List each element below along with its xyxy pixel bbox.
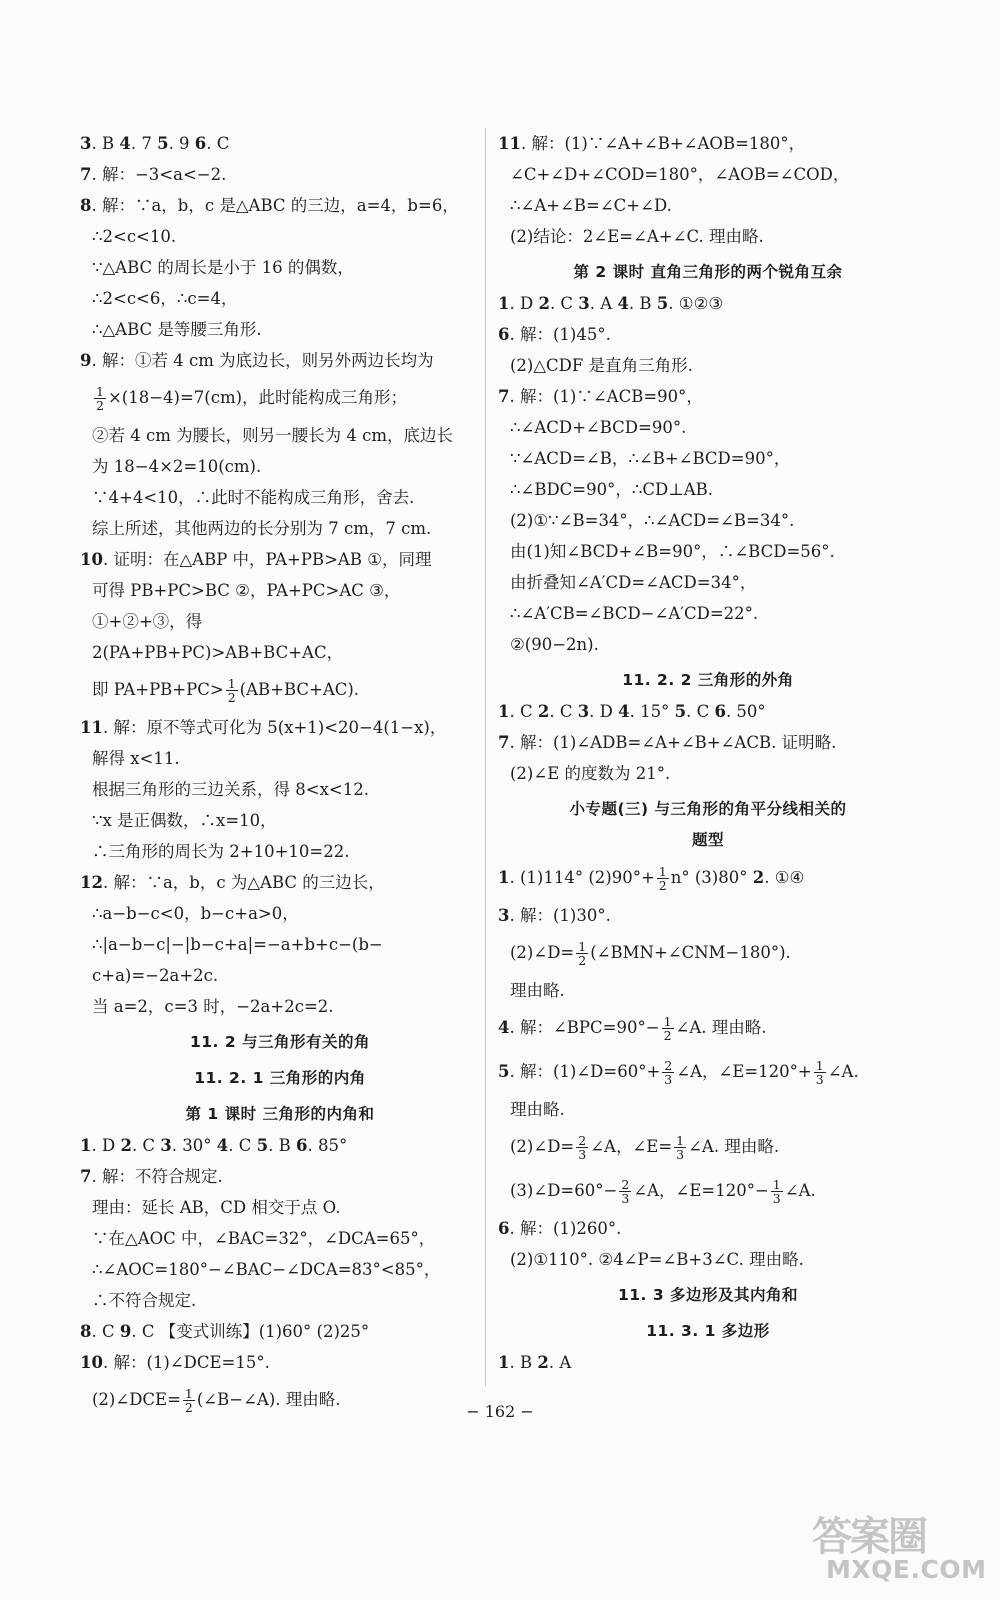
answer-line: 1. D 2. C 3. 30° 4. C 5. B 6. 85° [80, 1136, 348, 1155]
answer-line: ∴∠BDC=90°，∴CD⊥AB. [510, 480, 714, 499]
subsection-heading: 11. 3. 1 多边形 [646, 1322, 770, 1340]
fraction: $\frac{1}{2}$ [184, 1386, 193, 1415]
answer-line: ∵△ABC 的周长是小于 16 的偶数， [92, 258, 354, 277]
left-column [80, 128, 480, 1422]
answer-line: ∴△ABC 是等腰三角形. [92, 320, 262, 339]
answer-line: 理由：延长 AB，CD 相交于点 O. [92, 1198, 341, 1217]
watermark [812, 1505, 988, 1593]
answer-line: ∵∠ACD=∠B，∴∠B+∠BCD=90°， [510, 449, 791, 468]
answer-line: 1. C 2. C 3. D 4. 15° 5. C 6. 50° [498, 702, 766, 721]
answer-line: 综上所述，其他两边的长分别为 7 cm，7 cm. [92, 519, 432, 538]
answer-line: 7. 解：(1)∠ADB=∠A+∠B+∠ACB. 证明略. [498, 733, 837, 752]
subsection-heading: 11. 2. 2 三角形的外角 [622, 671, 794, 689]
section-heading: 11. 2 与三角形有关的角 [189, 1033, 371, 1051]
answer-line: 5. 解：(1)∠D=60°+ $\frac{2}{3}$ ∠A，∠E=120°+ $\frac{1}{3}$ ∠A. [498, 1058, 859, 1087]
answer-line: ∴三角形的周长为 2+10+10=22. [92, 842, 350, 861]
fraction: $\frac{1}{2}$ [96, 384, 104, 413]
section-heading: 11. 3 多边形及其内角和 [617, 1286, 799, 1304]
fraction: $\frac{2}{3}$ [621, 1177, 630, 1206]
answer-line: 8. C 9. C 【变式训练】(1)60° (2)25° [80, 1322, 370, 1341]
answer-line: 10. 证明：在△ABP 中，PA+PB>AB ①，同理 [80, 550, 432, 569]
answer-line: 理由略. [510, 981, 565, 1000]
answer-line: (2)∠D= $\frac{1}{2}$ (∠BMN+∠CNM−180°). [510, 939, 791, 968]
answer-line: ∵x 是正偶数，∴x=10， [92, 811, 277, 830]
answer-line: 为 18−4×2=10(cm). [92, 457, 262, 476]
answer-line: ①+②+③，得 [92, 612, 203, 631]
topic-heading-cont: 题型 [691, 831, 724, 849]
answer-line: (2)△CDF 是直角三角形. [510, 356, 693, 375]
answer-line: 3. 解：(1)30°. [498, 906, 611, 925]
answer-line: ∴2<c<6，∴c=4， [92, 289, 238, 308]
watermark-site: MXQE.COM [826, 1555, 987, 1584]
answer-line: 由(1)知∠BCD+∠B=90°，∴∠BCD=56°. [510, 542, 835, 561]
answer-line: 11. 解：原不等式可化为 5(x+1)<20−4(1−x)， [80, 718, 447, 737]
answer-line: 由折叠知∠A′CD=∠ACD=34°， [510, 573, 757, 592]
answer-line: 1. D 2. C 3. A 4. B 5. ①②③ [498, 294, 724, 313]
answer-line: ②(90−2n). [510, 635, 599, 654]
answer-line: ∴|a−b−c|−|b−c+a|=−a+b+c−(b− [92, 935, 383, 954]
right-column [498, 128, 918, 1378]
answer-line: 6. 解：(1)260°. [498, 1219, 622, 1238]
fraction: $\frac{1}{2}$ [578, 939, 587, 968]
answer-line: ②若 4 cm 为腰长，则另一腰长为 4 cm，底边长 [92, 426, 453, 445]
answer-line: ∴2<c<10. [92, 227, 177, 246]
answer-line: (2)∠D= $\frac{2}{3}$ ∠A，∠E= $\frac{1}{3}$ ∠A. 理由略. [510, 1133, 780, 1162]
answer-line: 12. 解：∵a，b，c 为△ABC 的三边长， [80, 873, 385, 892]
answer-line: (2)∠E 的度数为 21°. [510, 764, 671, 783]
answer-line: 可得 PB+PC>BC ②，PA+PC>AC ③， [92, 581, 401, 600]
answer-line: (3)∠D=60°− $\frac{2}{3}$ ∠A，∠E=120°− $\frac{1}{3}$ ∠A. [510, 1177, 816, 1206]
column-divider [485, 128, 486, 1386]
answer-line: ∵在△AOC 中，∠BAC=32°，∠DCA=65°， [92, 1229, 436, 1248]
fraction: $\frac{1}{2}$ [663, 1014, 672, 1043]
answer-line: (2)结论：2∠E=∠A+∠C. 理由略. [510, 227, 764, 246]
subsection-heading: 11. 2. 1 三角形的内角 [194, 1069, 366, 1087]
answer-line: 6. 解：(1)45°. [498, 325, 611, 344]
answer-line: 4. 解：∠BPC=90°− $\frac{1}{2}$ ∠A. 理由略. [498, 1014, 767, 1043]
lesson-heading: 第 2 课时 直角三角形的两个锐角互余 [573, 263, 843, 281]
answer-line: 根据三角形的三边关系，得 8<x<12. [92, 780, 369, 799]
answer-line: 8. 解：∵a，b，c 是△ABC 的三边，a=4，b=6， [80, 196, 459, 215]
fraction: $\frac{1}{3}$ [772, 1177, 781, 1206]
answer-line: 10. 解：(1)∠DCE=15°. [80, 1353, 270, 1372]
answer-line: ∴∠A+∠B=∠C+∠D. [510, 196, 672, 215]
answer-line: $\frac{1}{2}$ ×(18−4)=7(cm)，此时能构成三角形； [96, 384, 408, 413]
answer-line: ∴∠ACD+∠BCD=90°. [510, 418, 687, 437]
fraction: $\frac{1}{2}$ [658, 864, 667, 893]
answer-line: ∠C+∠D+∠COD=180°，∠AOB=∠COD， [510, 165, 850, 184]
topic-heading: 小专题(三) 与三角形的角平分线相关的 [569, 800, 847, 818]
answer-line: (2)①∵∠B=34°，∴∠ACD=∠B=34°. [510, 511, 795, 530]
answer-line: 7. 解：(1)∵∠ACB=90°， [498, 387, 703, 406]
answer-line: (2)∠DCE= $\frac{1}{2}$ (∠B−∠A). 理由略. [92, 1386, 341, 1415]
answer-line: 1. (1)114° (2)90°+ $\frac{1}{2}$ n° (3)80° 2. ①④ [498, 864, 805, 893]
answer-line: 理由略. [510, 1100, 565, 1119]
answer-line: c+a)=−2a+2c. [92, 966, 219, 985]
answer-line: ∴不符合规定. [92, 1291, 197, 1310]
answer-line: (2)①110°. ②4∠P=∠B+3∠C. 理由略. [510, 1250, 804, 1269]
answer-line: 11. 解：(1)∵∠A+∠B+∠AOB=180°， [498, 134, 806, 153]
answer-line: 即 PA+PB+PC> $\frac{1}{2}$ (AB+BC+AC). [92, 676, 360, 705]
answer-line: 7. 解：不符合规定. [80, 1167, 223, 1186]
lesson-heading: 第 1 课时 三角形的内角和 [185, 1105, 375, 1123]
fraction: $\frac{2}{3}$ [578, 1133, 587, 1162]
answer-line: 3. B 4. 7 5. 9 6. C [80, 134, 230, 153]
watermark-logo-icon: 答案圈 [812, 1514, 926, 1560]
answer-line: 当 a=2，c=3 时，−2a+2c=2. [92, 997, 334, 1016]
fraction: $\frac{2}{3}$ [664, 1058, 673, 1087]
fraction: $\frac{1}{3}$ [676, 1133, 685, 1162]
answer-line: ∴∠A′CB=∠BCD−∠A′CD=22°. [510, 604, 759, 623]
answer-line: 解得 x<11. [92, 749, 180, 768]
answer-line: ∴∠AOC=180°−∠BAC−∠DCA=83°<85°， [92, 1260, 441, 1279]
page-number: − 162 − [466, 1402, 534, 1421]
fraction: $\frac{1}{2}$ [227, 676, 236, 705]
answer-line: ∴a−b−c<0，b−c+a>0， [92, 904, 299, 923]
answer-line: 7. 解：−3<a<−2. [80, 165, 227, 184]
answer-line: 2(PA+PB+PC)>AB+BC+AC， [92, 643, 344, 662]
answer-line: 9. 解：①若 4 cm 为底边长，则另外两边长均为 [80, 351, 434, 370]
fraction: $\frac{1}{3}$ [815, 1058, 824, 1087]
answer-line: ∵4+4<10，∴此时不能构成三角形，舍去. [92, 488, 415, 507]
answer-line: 1. B 2. A [498, 1353, 572, 1372]
